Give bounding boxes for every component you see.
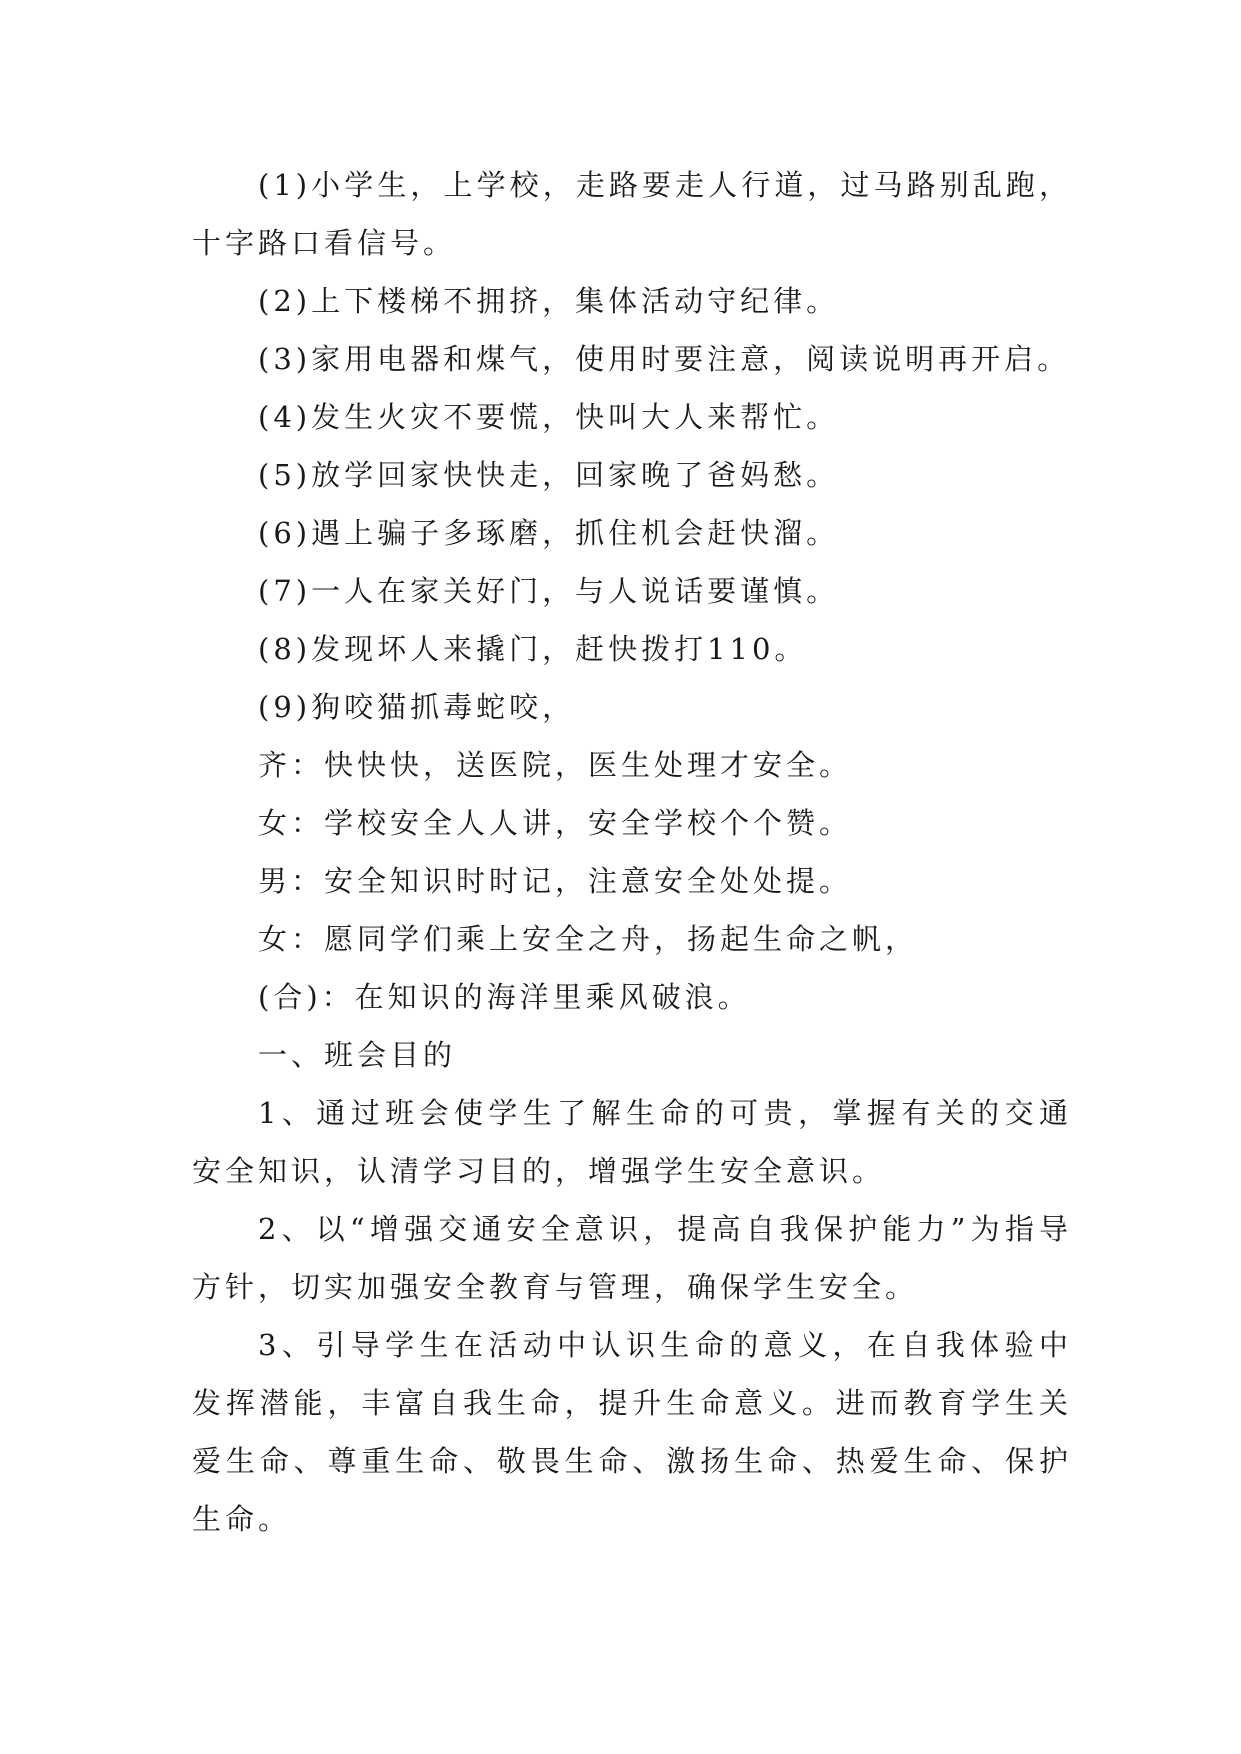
document-body — [192, 156, 1072, 1548]
paragraph-chorus-line: 齐：快快快，送医院，医生处理才安全。 — [258, 748, 853, 782]
paragraph-purpose-3: 3、引导学生在活动中认识生命的意义，在自我体验中发挥潜能，丰富自我生命，提升生命意义。进而教育学生关爱生命、尊重生命、敬畏生命、激扬生命、热爱生命、保护生命。 — [192, 1328, 1072, 1536]
paragraph-together-line: (合)：在知识的海洋里乘风破浪。 — [258, 980, 751, 1014]
paragraph-traffic-rule: (1)小学生，上学校，走路要走人行道，过马路别乱跑，十字路口看信号。 — [192, 168, 1072, 260]
paragraph-female-line-2: 女：愿同学们乘上安全之舟，扬起生命之帆， — [258, 922, 919, 956]
paragraph-home-alone-rule: (7)一人在家关好门，与人说话要谨慎。 — [258, 574, 840, 608]
paragraph-go-home-rule: (5)放学回家快快走，回家晚了爸妈愁。 — [258, 458, 840, 492]
paragraph-swindler-rule: (6)遇上骗子多琢磨，抓住机会赶快溜。 — [258, 516, 840, 550]
paragraph-burglar-rule: (8)发现坏人来撬门，赶快拨打110。 — [258, 632, 808, 666]
paragraph-stairs-rule: (2)上下楼梯不拥挤，集体活动守纪律。 — [258, 284, 840, 318]
paragraph-female-line-1: 女：学校安全人人讲，安全学校个个赞。 — [258, 806, 853, 840]
paragraph-animal-bite-rule: (9)狗咬猫抓毒蛇咬， — [258, 690, 576, 724]
paragraph-purpose-2: 2、以“增强交通安全意识，提高自我保护能力”为指导方针，切实加强安全教育与管理，确保学生安全。 — [192, 1212, 1072, 1304]
paragraph-appliance-rule: (3)家用电器和煤气，使用时要注意，阅读说明再开启。 — [258, 342, 1071, 376]
paragraph-male-line: 男：安全知识时时记，注意安全处处提。 — [258, 864, 853, 898]
paragraph-fire-rule: (4)发生火灾不要慌，快叫大人来帮忙。 — [258, 400, 840, 434]
paragraph-purpose-1: 1、通过班会使学生了解生命的可贵，掌握有关的交通安全知识，认清学习目的，增强学生安全意识。 — [192, 1096, 1072, 1188]
section-heading-purpose: 一、班会目的 — [258, 1038, 457, 1072]
